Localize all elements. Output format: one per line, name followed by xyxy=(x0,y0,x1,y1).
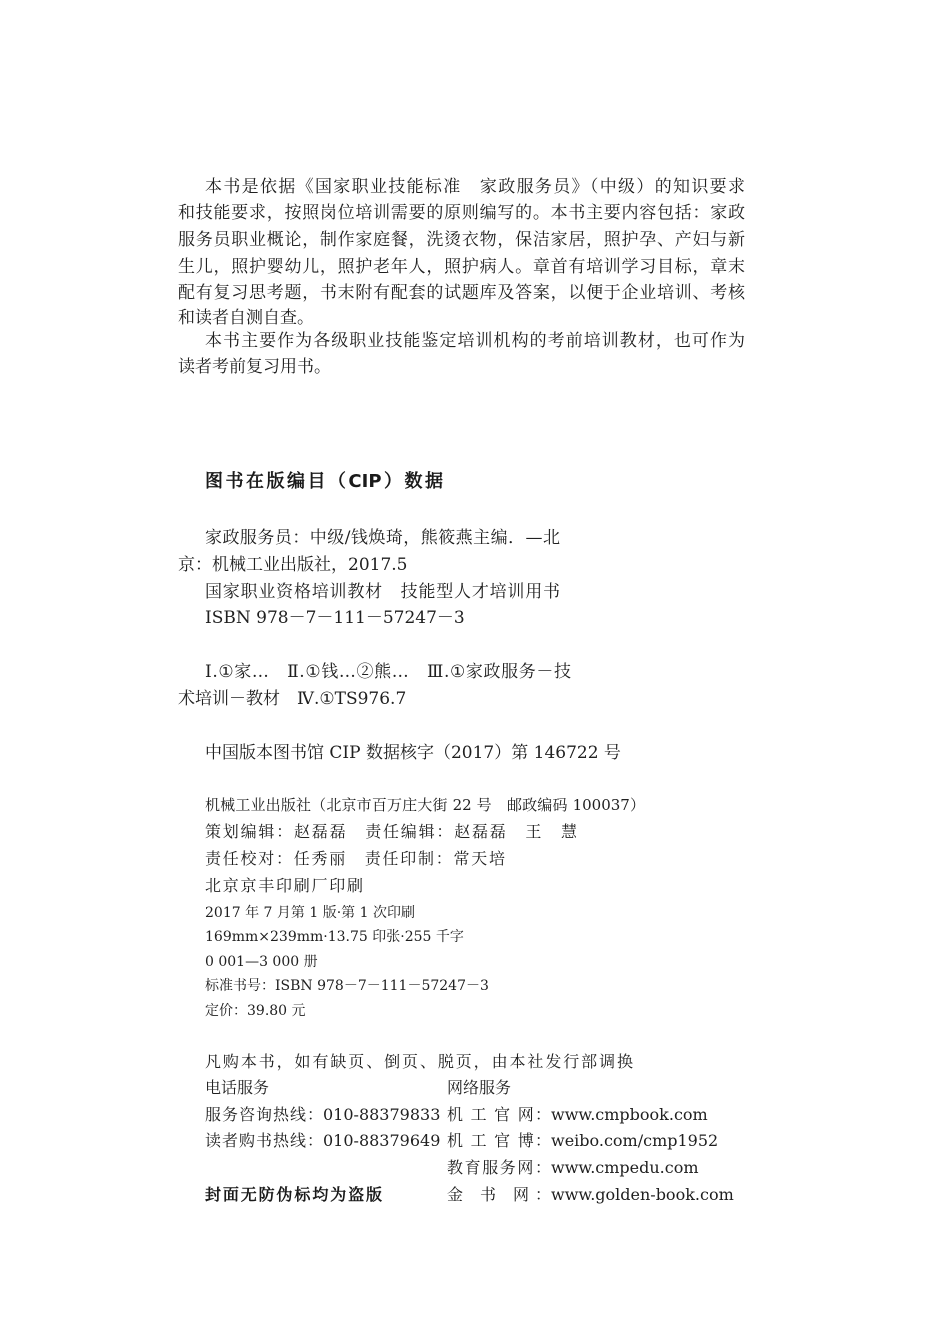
cip-entry-line: 京：机械工业出版社，2017.5 xyxy=(178,555,408,575)
web-service-row xyxy=(447,1131,718,1151)
edition-line: 2017 年 7 月第 1 版·第 1 次印刷 xyxy=(205,905,415,921)
web-service-row xyxy=(447,1105,708,1125)
phone-service-row xyxy=(205,1131,440,1151)
format-line: 169mm×239mm·13.75 印张·255 千字 xyxy=(205,929,464,945)
web-address: www.golden-book.com xyxy=(551,1185,734,1204)
web-service-label: 教育服务网： xyxy=(447,1158,551,1177)
intro-line: 服务员职业概论，制作家庭餐，洗烫衣物，保洁家居，照护孕、产妇与新 xyxy=(178,230,745,250)
web-address: weibo.com/cmp1952 xyxy=(551,1131,719,1150)
phone-number: 010-88379649 xyxy=(323,1131,441,1150)
intro-line: 本书是依据《国家职业技能标准 家政服务员》（中级）的知识要求 xyxy=(205,177,745,197)
web-service-label: 金 书 网： xyxy=(447,1185,551,1204)
web-service-heading: 网络服务 xyxy=(447,1078,512,1097)
cip-classification-line: Ⅰ.①家… Ⅱ.①钱…②熊… Ⅲ.①家政服务－技 xyxy=(205,662,571,682)
phone-service-label: 服务咨询热线： xyxy=(205,1105,323,1124)
web-service-row xyxy=(447,1158,699,1178)
intro-line: 生儿，照护婴幼儿，照护老年人，照护病人。章首有培训学习目标，章末 xyxy=(178,257,745,277)
isbn-line: 标准书号：ISBN 978－7－111－57247－3 xyxy=(205,978,489,994)
editors-line: 策划编辑：赵磊磊 责任编辑：赵磊磊 王 慧 xyxy=(205,822,577,841)
intro-line: 本书主要作为各级职业技能鉴定培训机构的考前培训教材，也可作为 xyxy=(205,331,745,351)
intro-line: 和技能要求，按照岗位培训需要的原则编写的。本书主要内容包括：家政 xyxy=(178,203,745,223)
phone-service-label: 读者购书热线： xyxy=(205,1131,323,1150)
price-line: 定价：39.80 元 xyxy=(205,1003,306,1019)
print-run-line: 0 001—3 000 册 xyxy=(205,954,318,970)
cip-record-number: 中国版本图书馆 CIP 数据核字（2017）第 146722 号 xyxy=(205,743,621,763)
intro-line: 读者考前复习用书。 xyxy=(178,357,331,377)
cip-isbn-line: ISBN 978－7－111－57247－3 xyxy=(205,608,465,628)
anti-piracy-note: 封面无防伪标均为盗版 xyxy=(205,1185,382,1204)
web-address: www.cmpbook.com xyxy=(551,1105,708,1124)
printer-line: 北京京丰印刷厂印刷 xyxy=(205,876,363,895)
publisher-line: 机械工业出版社（北京市百万庄大街 22 号 邮政编码 100037） xyxy=(205,796,645,814)
cip-entry-line: 家政服务员：中级/钱焕琦，熊筱燕主编．—北 xyxy=(205,528,560,548)
intro-line: 配有复习思考题，书末附有配套的试题库及答案，以便于企业培训、考核 xyxy=(178,283,745,303)
cip-series-line: 国家职业资格培训教材 技能型人才培训用书 xyxy=(205,582,560,602)
cip-heading: 图书在版编目（CIP）数据 xyxy=(205,471,443,492)
web-address: www.cmpedu.com xyxy=(551,1158,699,1177)
phone-number: 010-88379833 xyxy=(323,1105,441,1124)
intro-line: 和读者自测自查。 xyxy=(178,308,314,328)
web-service-label: 机 工 官 博： xyxy=(447,1131,551,1150)
proofreading-line: 责任校对：任秀丽 责任印制：常天培 xyxy=(205,849,505,868)
web-service-row xyxy=(447,1185,734,1205)
phone-service-row xyxy=(205,1105,440,1125)
phone-service-heading: 电话服务 xyxy=(205,1078,270,1097)
web-service-label: 机 工 官 网： xyxy=(447,1105,551,1124)
exchange-notice: 凡购本书，如有缺页、倒页、脱页，由本社发行部调换 xyxy=(205,1052,633,1071)
cip-classification-line: 术培训－教材 Ⅳ.①TS976.7 xyxy=(178,689,407,709)
